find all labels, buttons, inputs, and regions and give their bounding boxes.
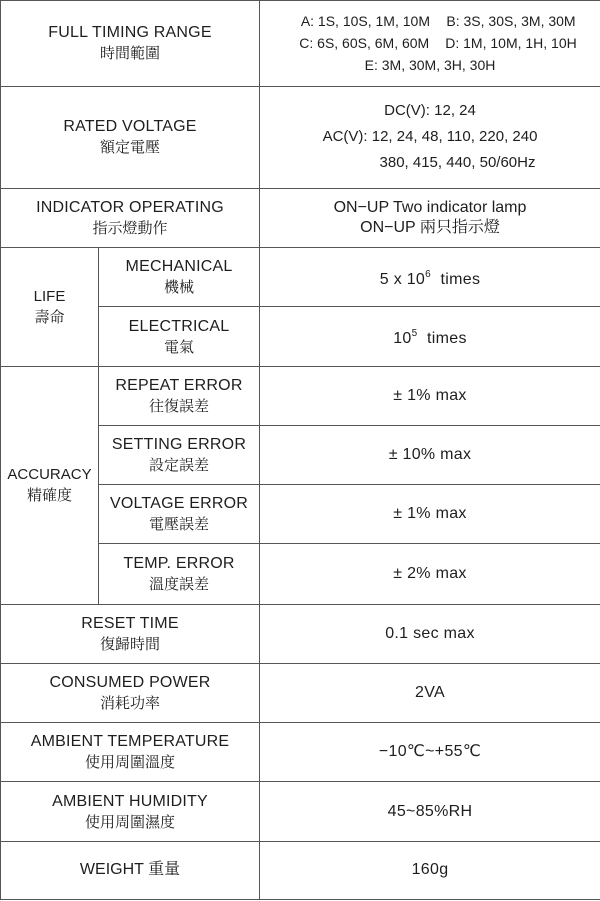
accuracy-label-en: ACCURACY [7, 466, 92, 484]
life-label-en: LIFE [33, 287, 66, 305]
voltage-error-value: ± 1% max [260, 485, 600, 544]
timing-range-label [1, 1, 260, 87]
ambient-humidity-label-en: AMBIENT HUMIDITY [52, 792, 208, 810]
indicator-value [260, 188, 600, 247]
indicator-value-line1: ON−UP Two indicator lamp [333, 199, 527, 217]
indicator-label [1, 188, 260, 247]
row-timing-range [1, 1, 600, 87]
reset-time-label-zh: 復歸時間 [99, 634, 160, 653]
voltage-error-label-zh: 電壓誤差 [148, 515, 209, 534]
weight-label: WEIGHT 重量 [1, 841, 260, 899]
timing-range-label-en: FULL TIMING RANGE [48, 24, 212, 42]
repeat-error-label [99, 366, 260, 425]
electrical-base: 10 [393, 330, 412, 348]
row-indicator [1, 188, 600, 247]
row-reset-time [1, 604, 600, 663]
range-b: B: 3S, 30S, 3M, 30M [446, 13, 576, 30]
range-line-2 [260, 32, 600, 54]
range-a: A: 1S, 10S, 1M, 10M [300, 13, 430, 30]
electrical-unit: times [427, 330, 467, 348]
mechanical-unit: times [440, 270, 481, 288]
voltage-ac: AC(V): 12, 24, 48, 110, 220, 240 [322, 128, 538, 146]
setting-error-label-zh: 設定誤差 [148, 456, 209, 475]
reset-time-label-en: RESET TIME [81, 614, 179, 632]
voltage-error-label-en: VOLTAGE ERROR [109, 495, 249, 513]
range-d: D: 1M, 10M, 1H, 10H [445, 35, 577, 52]
ambient-temperature-value: −10℃~+55℃ [260, 723, 600, 782]
voltage-error-label [99, 485, 260, 544]
voltage-ac-cont: 380, 415, 440, 50/60Hz [379, 154, 536, 172]
rated-voltage-value [260, 86, 600, 188]
temp-error-label [99, 544, 260, 604]
ambient-temperature-label-zh: 使用周圍溫度 [84, 753, 175, 772]
electrical-label-zh: 電氣 [163, 337, 194, 356]
ambient-humidity-label [1, 782, 260, 841]
electrical-exponent: 5 [411, 328, 418, 340]
accuracy-label-zh: 精確度 [26, 486, 72, 505]
ambient-humidity-label-zh: 使用周圍濕度 [84, 812, 175, 831]
range-line-3 [260, 54, 600, 76]
mechanical-label [99, 248, 260, 307]
setting-error-label-en: SETTING ERROR [111, 436, 247, 454]
row-consumed-power [1, 663, 600, 722]
rated-voltage-label [1, 86, 260, 188]
weight-value: 160g [260, 841, 600, 899]
voltage-dc: DC(V): 12, 24 [384, 102, 476, 120]
row-ambient-humidity [1, 782, 600, 841]
electrical-label-en: ELECTRICAL [128, 317, 230, 335]
temp-error-value: ± 2% max [260, 544, 600, 604]
row-weight [1, 841, 600, 899]
rated-voltage-label-en: RATED VOLTAGE [63, 118, 197, 136]
indicator-value-line2: ON−UP 兩只指示燈 [360, 219, 500, 237]
mechanical-exponent: 6 [425, 268, 432, 280]
row-ambient-temperature [1, 723, 600, 782]
range-e: E: 3M, 30M, 3H, 30H [364, 57, 496, 74]
life-label-zh: 壽命 [34, 307, 65, 326]
ambient-temperature-label [1, 723, 260, 782]
indicator-label-en: INDICATOR OPERATING [36, 199, 224, 217]
consumed-power-label-zh: 消耗功率 [99, 694, 160, 713]
consumed-power-label [1, 663, 260, 722]
mechanical-base: 5 x 10 [379, 270, 426, 288]
repeat-error-label-zh: 往復誤差 [148, 396, 209, 415]
temp-error-label-zh: 溫度誤差 [148, 575, 209, 594]
electrical-value [260, 307, 600, 366]
accuracy-category [1, 366, 99, 604]
consumed-power-value: 2VA [260, 663, 600, 722]
row-life-mechanical [1, 248, 600, 307]
timing-range-value [260, 1, 600, 87]
row-rated-voltage [1, 86, 600, 188]
setting-error-label [99, 425, 260, 484]
consumed-power-label-en: CONSUMED POWER [49, 674, 211, 692]
repeat-error-value: ± 1% max [260, 366, 600, 425]
reset-time-label [1, 604, 260, 663]
ambient-humidity-value: 45~85%RH [260, 782, 600, 841]
rated-voltage-label-zh: 額定電壓 [99, 138, 160, 157]
setting-error-value: ± 10% max [260, 425, 600, 484]
mechanical-label-en: MECHANICAL [125, 258, 233, 276]
timing-range-label-zh: 時間範圍 [99, 44, 160, 63]
mechanical-label-zh: 機械 [163, 278, 194, 297]
indicator-label-zh: 指示燈動作 [92, 219, 168, 238]
ambient-temperature-label-en: AMBIENT TEMPERATURE [30, 733, 230, 751]
range-line-1 [260, 10, 600, 32]
range-c: C: 6S, 60S, 6M, 60M [299, 35, 430, 52]
life-category [1, 248, 99, 367]
mechanical-value [260, 248, 600, 307]
electrical-label [99, 307, 260, 366]
repeat-error-label-en: REPEAT ERROR [115, 376, 243, 394]
temp-error-label-en: TEMP. ERROR [123, 555, 235, 573]
reset-time-value: 0.1 sec max [260, 604, 600, 663]
row-repeat-error [1, 366, 600, 425]
